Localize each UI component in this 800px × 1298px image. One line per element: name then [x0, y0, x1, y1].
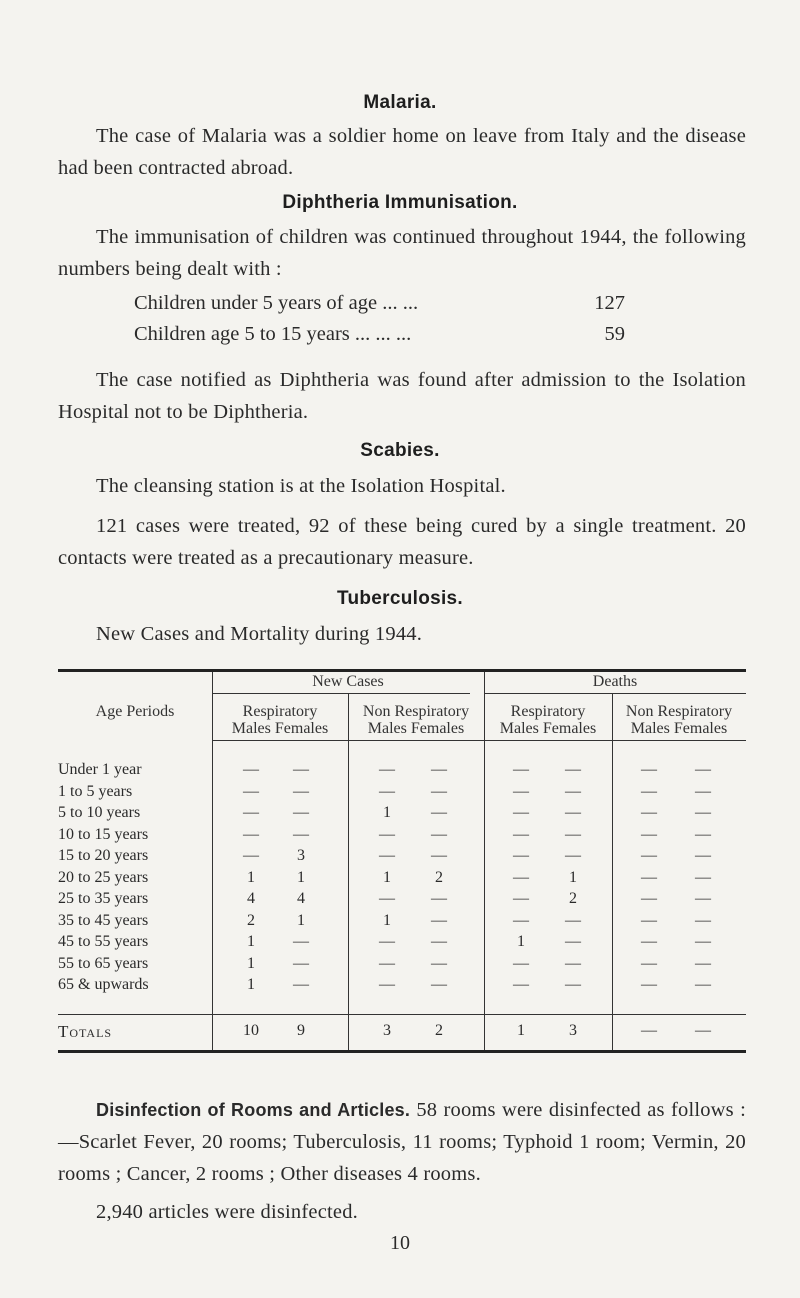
diphtheria-heading: Diphtheria Immunisation.: [282, 192, 518, 213]
sub-mf: Males Females: [630, 720, 728, 737]
table-cell: —: [565, 782, 581, 800]
table-cell: 1: [383, 804, 391, 821]
table-cell: —: [513, 804, 529, 821]
age-period-cell: 35 to 45 years: [58, 911, 149, 929]
table-cell: —: [565, 847, 581, 864]
table-bottom-rule: [58, 1050, 746, 1053]
scabies-text2: 121 cases were treated, 92 of these being cured by a single treatment. 20 contacts were treated as a precautionary measure.: [58, 515, 746, 569]
table-cell: —: [695, 761, 711, 778]
table-cell: —: [565, 976, 581, 993]
sub-mf: Males Females: [367, 720, 465, 737]
table-cell: —: [641, 804, 657, 821]
table-cell: —: [513, 847, 529, 864]
table-cell: 4: [247, 890, 255, 907]
table-cell: 1: [517, 933, 525, 950]
table-cell: —: [641, 847, 657, 864]
table-cell: —: [641, 976, 657, 993]
table-cell: —: [379, 847, 395, 864]
table-cell: —: [293, 976, 309, 993]
table-cell: —: [513, 868, 529, 886]
table-cell: —: [513, 890, 529, 907]
table-cell: —: [695, 954, 711, 972]
table-cell: —: [695, 804, 711, 821]
subheader-rule: [212, 740, 746, 741]
table-cell: —: [565, 933, 581, 950]
table-cell: 1: [297, 868, 305, 886]
table-cell: 1: [297, 911, 305, 929]
table-cell: —: [695, 825, 711, 843]
table-cell: —: [641, 954, 657, 972]
table-cell: —: [293, 804, 309, 821]
age-period-cell: 45 to 55 years: [58, 933, 149, 950]
table-cell: —: [513, 976, 529, 993]
table-cell: —: [431, 825, 447, 843]
totals-cell: 9: [297, 1022, 305, 1039]
table-cell: —: [243, 804, 259, 821]
table-cell: —: [379, 890, 395, 907]
table-cell: —: [641, 933, 657, 950]
age-period-cell: 10 to 15 years: [58, 825, 149, 843]
table-cell: —: [293, 933, 309, 950]
table-cell: —: [513, 761, 529, 778]
diphtheria-row-value: 59: [604, 323, 625, 345]
table-cell: 1: [383, 868, 391, 886]
age-period-cell: 55 to 65 years: [58, 954, 149, 972]
table-cell: —: [695, 890, 711, 907]
table-cell: —: [431, 954, 447, 972]
table-vline: [612, 694, 613, 1050]
group-new-cases: New Cases: [312, 673, 384, 690]
table-cell: —: [695, 868, 711, 886]
tuberculosis-subtitle: New Cases and Mortality during 1944.: [96, 623, 423, 645]
diphtheria-row-value: 127: [594, 292, 625, 314]
totals-cell: —: [641, 1022, 657, 1039]
table-cell: —: [243, 761, 259, 778]
table-cell: —: [565, 911, 581, 929]
tuberculosis-heading: Tuberculosis.: [336, 588, 464, 609]
table-cell: —: [513, 782, 529, 800]
diphtheria-text: The immunisation of children was continued throughout 1944, the following numbers being dealt with :: [58, 226, 746, 280]
disinfection-para: [58, 1094, 746, 1190]
totals-cell: 1: [517, 1022, 525, 1039]
table-cell: —: [431, 976, 447, 993]
totals-cell: 3: [569, 1022, 577, 1039]
table-top-rule: [58, 669, 746, 672]
totals-cell: 10: [243, 1022, 259, 1039]
table-cell: 2: [247, 911, 255, 929]
table-cell: 3: [297, 847, 305, 864]
totals-cell: 2: [435, 1022, 443, 1039]
table-cell: —: [513, 825, 529, 843]
table-cell: —: [293, 954, 309, 972]
age-period-cell: Under 1 year: [58, 761, 142, 778]
table-cell: —: [379, 933, 395, 950]
table-cell: —: [641, 761, 657, 778]
sub-resp: Respiratory: [242, 703, 318, 720]
disinfection-heading: Disinfection of Rooms and Articles.: [96, 1100, 411, 1120]
table-cell: —: [565, 761, 581, 778]
totals-cell: 3: [383, 1022, 391, 1039]
table-cell: —: [431, 761, 447, 778]
disinfection-text: 58 rooms were disinfected as follows :—Scarlet Fever, 20 rooms; Tuberculosis, 11 rooms; Typhoid 1 room; Vermin, 20 rooms ; Cancer, 2 rooms ; Other diseases 4 rooms.: [58, 1099, 747, 1185]
table-cell: —: [243, 847, 259, 864]
table-cell: 1: [247, 954, 255, 972]
totals-cell: —: [695, 1022, 711, 1039]
new-cases-rule: [212, 693, 470, 694]
table-cell: —: [695, 976, 711, 993]
table-cell: —: [293, 782, 309, 800]
scabies-text1: The cleansing station is at the Isolation Hospital.: [96, 475, 506, 497]
age-period-cell: 1 to 5 years: [58, 782, 133, 800]
malaria-text: The case of Malaria was a soldier home on leave from Italy and the disease had been contracted abroad.: [58, 125, 746, 179]
totals-rule: [58, 1014, 746, 1015]
table-cell: 1: [383, 911, 391, 929]
table-cell: —: [379, 825, 395, 843]
table-cell: —: [641, 782, 657, 800]
sub-nonresp: Non Respiratory: [362, 703, 470, 720]
table-cell: 2: [569, 890, 577, 907]
table-cell: —: [695, 911, 711, 929]
table-cell: —: [379, 761, 395, 778]
table-cell: —: [565, 804, 581, 821]
table-cell: —: [431, 933, 447, 950]
diphtheria-note: The case notified as Diphtheria was found after admission to the Isolation Hospital not to be Diphtheria.: [58, 369, 746, 423]
table-cell: —: [379, 976, 395, 993]
table-cell: —: [695, 933, 711, 950]
table-cell: —: [513, 954, 529, 972]
sub-mf: Males Females: [499, 720, 597, 737]
age-period-cell: 5 to 10 years: [58, 804, 141, 821]
table-cell: —: [641, 890, 657, 907]
table-cell: —: [641, 868, 657, 886]
table-cell: —: [431, 782, 447, 800]
malaria-heading: Malaria.: [363, 92, 437, 113]
table-cell: —: [641, 825, 657, 843]
sub-resp: Respiratory: [510, 703, 586, 720]
table-cell: 1: [247, 933, 255, 950]
deaths-rule: [484, 693, 746, 694]
table-cell: —: [641, 911, 657, 929]
table-cell: —: [293, 825, 309, 843]
table-cell: —: [293, 761, 309, 778]
sub-nonresp: Non Respiratory: [625, 703, 733, 720]
table-cell: —: [695, 782, 711, 800]
table-cell: 1: [247, 976, 255, 993]
disinfection-articles: 2,940 articles were disinfected.: [96, 1201, 358, 1223]
table-cell: —: [565, 954, 581, 972]
diphtheria-row-label: Children under 5 years of age ... ...: [134, 292, 419, 314]
diphtheria-row-label: Children age 5 to 15 years ... ... ...: [134, 323, 412, 345]
scabies-heading: Scabies.: [360, 440, 440, 461]
table-cell: —: [243, 782, 259, 800]
table-cell: —: [695, 847, 711, 864]
table-cell: —: [431, 911, 447, 929]
age-period-cell: 15 to 20 years: [58, 847, 149, 864]
table-cell: 1: [569, 868, 577, 886]
table-cell: —: [379, 782, 395, 800]
table-cell: —: [431, 804, 447, 821]
totals-label: Totals: [58, 1022, 113, 1041]
table-cell: —: [431, 890, 447, 907]
sub-mf: Males Females: [231, 720, 329, 737]
group-deaths: Deaths: [592, 673, 638, 690]
table-vline: [348, 694, 349, 1050]
col-age-header: Age Periods: [95, 703, 175, 720]
table-cell: —: [565, 825, 581, 843]
table-cell: —: [243, 825, 259, 843]
age-period-cell: 65 & upwards: [58, 976, 149, 993]
age-period-cell: 25 to 35 years: [58, 890, 149, 907]
table-cell: 4: [297, 890, 305, 907]
table-cell: 2: [435, 868, 443, 886]
table-cell: —: [431, 847, 447, 864]
page-number: 10: [390, 1232, 410, 1254]
table-cell: —: [379, 954, 395, 972]
age-period-cell: 20 to 25 years: [58, 868, 149, 886]
table-cell: 1: [247, 868, 255, 886]
table-cell: —: [513, 911, 529, 929]
